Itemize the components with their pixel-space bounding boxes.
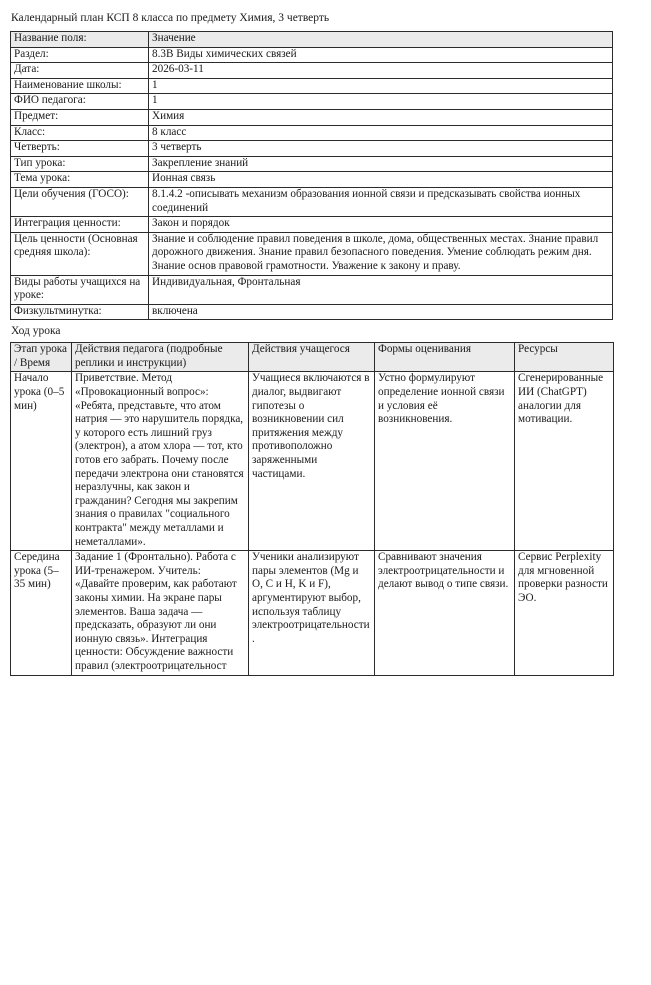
table-row [11, 217, 613, 233]
lesson-info-table-body [11, 32, 613, 320]
table-row [11, 141, 613, 157]
flow-header-assessment: Формы оценивания [375, 343, 515, 372]
info-field-value: Закрепление знаний [149, 156, 613, 172]
lesson-info-table [10, 31, 613, 320]
table-row [11, 187, 613, 216]
info-field-value: Химия [149, 109, 613, 125]
table-row [11, 109, 613, 125]
flow-cell-resources: Сервис Perplexity для мгновенной проверки разности ЭО. [515, 551, 614, 675]
info-field-value: 8.1.4.2 -описывать механизм образования ионной связи и предсказывать свойства ионных соединений [149, 187, 613, 216]
flow-cell-resources: Сгенерированные ИИ (ChatGPT) аналогии для мотивации. [515, 372, 614, 551]
table-row [11, 125, 613, 141]
table-header-row [11, 343, 614, 372]
flow-cell-assessment: Устно формулируют определение ионной связи и условия её возникновения. [375, 372, 515, 551]
info-field-label: Класс: [11, 125, 149, 141]
info-field-value: 3 четверть [149, 141, 613, 157]
flow-cell-teacher: Задание 1 (Фронтально). Работа с ИИ-тренажером. Учитель: «Давайте проверим, как работают законы химии. На экране пары элементов. Ваша задача — предсказать, образуют ли они ионную связь». Интеграция ценности: Обсуждение важности правил (электроотрицательност [72, 551, 249, 675]
lesson-flow-table [10, 342, 614, 675]
info-field-value: Знание и соблюдение правил поведения в школе, дома, общественных местах. Знание правил дорожного движения. Знание правил безопасного поведения. Умение соблюдать режим дня. Знание основ правовой грамотности. Уважение к закону и праву. [149, 232, 613, 275]
info-field-label: Раздел: [11, 47, 149, 63]
flow-header-stage: Этап урока / Время [11, 343, 72, 372]
info-field-value: Ионная связь [149, 172, 613, 188]
info-field-value: 8 класс [149, 125, 613, 141]
info-field-label: Предмет: [11, 109, 149, 125]
table-row [11, 63, 613, 79]
table-header-row [11, 32, 613, 48]
info-field-label: Интеграция ценности: [11, 217, 149, 233]
flow-cell-student: Учащиеся включаются в диалог, выдвигают гипотезы о возникновении сил притяжения между противоположно заряженными частицами. [249, 372, 375, 551]
flow-header-teacher: Действия педагога (подробные реплики и инструкции) [72, 343, 249, 372]
lesson-flow-table-body [11, 343, 614, 675]
flow-cell-stage: Начало урока (0–5 мин) [11, 372, 72, 551]
table-row [11, 78, 613, 94]
info-field-label: Физкультминутка: [11, 304, 149, 320]
flow-header-resources: Ресурсы [515, 343, 614, 372]
table-row [11, 232, 613, 275]
table-row [11, 551, 614, 675]
flow-cell-assessment: Сравнивают значения электроотрицательности и делают вывод о типе связи. [375, 551, 515, 675]
info-header-field: Название поля: [11, 32, 149, 48]
section-heading-lesson-flow: Ход урока [11, 325, 61, 338]
info-field-value: 8.3В Виды химических связей [149, 47, 613, 63]
info-field-value: 1 [149, 78, 613, 94]
info-field-label: Дата: [11, 63, 149, 79]
table-row [11, 275, 613, 304]
info-field-label: Цель ценности (Основная средняя школа): [11, 232, 149, 275]
table-row [11, 47, 613, 63]
info-field-value: 2026-03-11 [149, 63, 613, 79]
flow-cell-student: Ученики анализируют пары элементов (Mg и O, C и H, K и F), аргументируют выбор, используя таблицу электроотрицательности. [249, 551, 375, 675]
flow-cell-stage: Середина урока (5–35 мин) [11, 551, 72, 675]
flow-cell-teacher: Приветствие. Метод «Провокационный вопрос»: «Ребята, представьте, что атом натрия — это нарушитель порядка, у которого есть лишний груз (электрон), а атом хлора — тот, кто готов его забрать. Почему после передачи электрона они становятся неразлучны, как закон и гражданин? Сегодня мы закрепим знания о правилах "социального контракта" между металлами и неметаллами». [72, 372, 249, 551]
info-field-label: Наименование школы: [11, 78, 149, 94]
info-field-value: 1 [149, 94, 613, 110]
table-row [11, 372, 614, 551]
info-field-value: включена [149, 304, 613, 320]
info-field-label: Четверть: [11, 141, 149, 157]
info-field-value: Закон и порядок [149, 217, 613, 233]
info-header-value: Значение [149, 32, 613, 48]
table-row [11, 156, 613, 172]
info-field-label: Цели обучения (ГОСО): [11, 187, 149, 216]
table-row [11, 304, 613, 320]
info-field-label: Виды работы учащихся на уроке: [11, 275, 149, 304]
info-field-label: Тема урока: [11, 172, 149, 188]
info-field-label: Тип урока: [11, 156, 149, 172]
info-field-label: ФИО педагога: [11, 94, 149, 110]
flow-header-student: Действия учащегося [249, 343, 375, 372]
table-row [11, 172, 613, 188]
page-title: Календарный план КСП 8 класса по предмету Химия, 3 четверть [11, 12, 330, 24]
info-field-value: Индивидуальная, Фронтальная [149, 275, 613, 304]
table-row [11, 94, 613, 110]
